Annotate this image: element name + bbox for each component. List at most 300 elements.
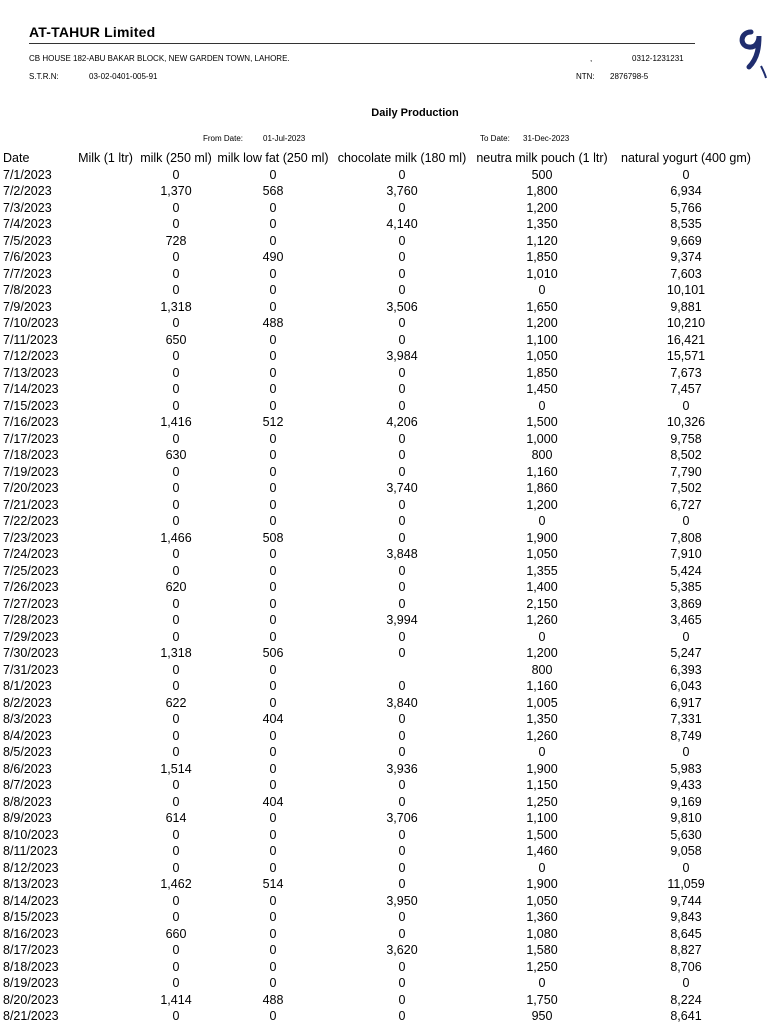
table-cell: 1,250 [526,794,558,809]
table-cell: 5,424 [670,563,702,578]
table-cell: 0 [269,778,277,792]
table-cell: 0 [538,745,546,759]
table-cell: 0 [269,662,277,677]
table-cell: 8/14/2023 [3,893,59,908]
table-row [0,431,760,448]
table-row [0,860,760,877]
table-cell: 0 [269,926,277,941]
table-row [0,678,760,695]
table-cell: 9,744 [670,893,702,908]
table-cell: 0 [269,464,277,479]
table-cell: 0 [172,497,180,512]
table-cell: 620 [165,580,187,594]
from-date-value: 01-Jul-2023 [263,134,306,143]
table-cell [73,975,138,992]
table-cell: 500 [531,167,553,182]
table-cell: 0 [682,745,690,759]
table-cell: 728 [165,233,187,248]
table-cell: 0 [172,778,180,792]
table-row [0,266,760,283]
table-cell: 0 [269,629,277,644]
strn-label: S.T.R.N: [29,72,59,81]
table-cell [73,464,138,481]
table-cell: 0 [172,365,180,380]
table-cell: 1,414 [160,992,192,1007]
table-cell: 8/12/2023 [3,860,59,875]
table-cell: 3,869 [670,596,702,611]
table-cell: 0 [398,448,406,462]
table-cell [73,761,138,778]
table-cell: 0 [269,695,277,710]
table-cell: 7,603 [670,266,702,281]
table-cell: 0 [269,596,277,611]
table-row [0,761,760,778]
table-cell: 7/2/2023 [3,184,52,198]
table-cell: 0 [398,712,406,726]
table-cell [73,167,138,184]
table-cell: 622 [165,695,187,710]
table-cell: 0 [398,926,406,941]
production-table [0,150,760,1025]
column-header-chocolate-milk: chocolate milk (180 ml) [337,151,467,165]
table-cell: 0 [269,745,277,759]
table-cell: 6,727 [670,497,702,512]
table-cell: 0 [682,629,690,644]
table-cell: 0 [269,679,277,693]
table-cell [73,249,138,266]
table-cell: 488 [262,992,284,1007]
table-cell: 8/19/2023 [3,976,59,990]
table-cell: 0 [538,629,546,644]
to-date-value: 31-Dec-2023 [523,134,570,143]
table-row [0,299,760,316]
table-cell: 800 [531,448,553,462]
table-cell: 1,450 [526,382,558,396]
table-cell: 0 [398,646,406,660]
table-cell: 0 [398,745,406,759]
table-cell: 8/13/2023 [3,877,59,891]
table-row [0,744,760,761]
column-header-date: Date [3,151,30,165]
table-cell: 3,465 [670,613,702,627]
table-cell: 7/23/2023 [3,530,59,545]
table-cell: 0 [398,794,406,809]
table-cell: 1,460 [526,844,558,858]
table-cell: 7/1/2023 [3,167,52,182]
table-cell: 1,200 [526,497,558,512]
table-cell: 1,050 [526,349,558,363]
table-row [0,662,760,679]
table-cell: 10,326 [666,415,706,429]
table-cell: 7/18/2023 [3,448,59,462]
table-cell [73,266,138,283]
table-cell: 0 [172,481,180,495]
table-row [0,530,760,547]
table-cell: 0 [398,679,406,693]
table-cell: 0 [398,464,406,479]
table-cell [73,332,138,349]
table-cell: 8,502 [670,448,702,462]
table-cell: 1,900 [526,761,558,776]
table-cell: 9,810 [670,811,702,825]
table-cell: 9,058 [670,844,702,858]
column-header-milk-1ltr: Milk (1 ltr) [78,151,133,165]
table-cell: 1,750 [526,992,558,1007]
table-row [0,464,760,481]
table-row [0,497,760,514]
table-cell: 0 [172,563,180,578]
table-cell: 7,808 [670,530,702,545]
table-cell: 0 [538,860,546,875]
table-cell: 0 [269,1009,277,1023]
table-cell: 0 [172,613,180,627]
table-cell: 0 [172,745,180,759]
table-cell: 1,010 [526,266,558,281]
table-cell: 0 [172,200,180,215]
column-header-milk-250ml: milk (250 ml) [140,151,212,165]
table-cell: 8,645 [670,926,702,941]
table-row [0,579,760,596]
table-cell [73,381,138,398]
table-cell: 7/28/2023 [3,613,59,627]
table-cell: 0 [398,596,406,611]
table-cell: 1,260 [526,613,558,627]
table-cell: 7/4/2023 [3,217,52,231]
table-cell: 7/26/2023 [3,580,59,594]
table-cell: 0 [269,959,277,974]
company-name: AT-TAHUR Limited [29,24,156,40]
table-cell: 1,580 [526,943,558,957]
table-cell: 650 [165,332,187,347]
table-cell [73,678,138,695]
table-cell: 0 [269,299,277,314]
table-cell: 1,462 [160,877,192,891]
table-cell: 7/25/2023 [3,563,59,578]
table-cell: 0 [172,349,180,363]
table-cell: 3,994 [386,613,418,627]
table-row [0,563,760,580]
table-row [0,810,760,827]
table-cell: 7,502 [670,481,702,495]
table-cell: 7/5/2023 [3,233,52,248]
table-cell: 8,827 [670,943,702,957]
address-label: CB HOUSE [29,54,71,63]
table-cell: 660 [165,926,187,941]
table-cell: 0 [538,514,546,528]
table-row [0,332,760,349]
table-cell [73,695,138,712]
table-cell: 1,860 [526,481,558,495]
table-cell: 8/11/2023 [3,844,58,858]
table-cell: 0 [269,547,277,561]
table-cell: 8/4/2023 [3,728,52,743]
table-cell: 0 [398,200,406,215]
table-cell: 0 [172,217,180,231]
table-cell: 5,983 [670,761,702,776]
table-cell: 9,374 [670,250,702,264]
table-cell: 0 [269,893,277,908]
table-cell: 0 [398,167,406,182]
table-cell: 0 [269,481,277,495]
table-cell: 3,936 [386,761,418,776]
table-cell: 1,350 [526,217,558,231]
table-cell: 0 [398,283,406,297]
table-cell [73,216,138,233]
table-cell: 10,101 [666,283,706,297]
table-cell: 7/3/2023 [3,200,52,215]
table-cell [332,662,472,679]
table-cell [73,810,138,827]
table-cell: 8/18/2023 [3,959,59,974]
table-cell: 8/21/2023 [3,1009,59,1023]
table-cell: 1,200 [526,646,558,660]
table-cell: 7/14/2023 [3,382,59,396]
table-cell: 1,150 [526,778,558,792]
table-cell: 0 [269,365,277,380]
table-cell: 0 [398,250,406,264]
table-cell: 8,706 [670,959,702,974]
table-cell: 950 [531,1009,553,1023]
table-cell: 6,934 [670,184,702,198]
table-cell: 0 [398,728,406,743]
table-cell: 3,840 [386,695,418,710]
table-cell: 9,169 [670,794,702,809]
table-cell [73,777,138,794]
table-cell: 16,421 [666,332,706,347]
table-row [0,381,760,398]
table-cell: 1,100 [526,811,558,825]
table-cell [73,348,138,365]
table-cell: 8,749 [670,728,702,743]
table-cell: 0 [682,167,690,182]
table-row [0,777,760,794]
table-cell: 0 [172,1009,180,1023]
table-cell: 614 [165,811,187,825]
table-cell: 3,848 [386,547,418,561]
table-cell: 0 [269,382,277,396]
table-cell: 1,000 [526,431,558,446]
table-cell: 0 [538,398,546,413]
table-cell: 0 [172,827,180,842]
table-cell [73,431,138,448]
table-header-row [0,150,760,167]
table-row [0,513,760,530]
table-cell: 0 [172,959,180,974]
table-cell: 0 [682,976,690,990]
table-cell: 4,140 [386,217,418,231]
table-cell: 7/9/2023 [3,299,52,314]
table-cell: 3,706 [386,811,418,825]
table-cell [73,497,138,514]
company-logo [736,22,768,82]
table-cell: 0 [269,811,277,825]
table-cell: 8/8/2023 [3,794,52,809]
table-cell [73,1008,138,1025]
table-cell: 0 [398,514,406,528]
table-cell: 0 [172,167,180,182]
table-cell: 0 [172,844,180,858]
table-cell: 0 [269,349,277,363]
table-cell: 508 [262,530,284,545]
table-cell: 404 [262,794,284,809]
ntn-label: NTN: [576,72,595,81]
table-cell: 1,416 [160,415,192,429]
table-cell: 1,350 [526,712,558,726]
table-cell: 6,043 [670,679,702,693]
table-row [0,959,760,976]
table-row [0,909,760,926]
table-cell: 512 [262,415,284,429]
table-cell: 0 [269,514,277,528]
table-cell: 490 [262,250,284,264]
table-cell: 4,206 [386,415,418,429]
table-cell: 7/11/2023 [3,332,58,347]
table-cell: 7/21/2023 [3,497,59,512]
table-cell: 7/19/2023 [3,464,59,479]
table-cell: 15,571 [666,349,706,363]
table-cell: 8/17/2023 [3,943,59,957]
column-header-natural-yogurt: natural yogurt (400 gm) [621,151,751,165]
table-row [0,315,760,332]
table-row [0,447,760,464]
table-cell [73,596,138,613]
table-cell: 7,910 [670,547,702,561]
table-row [0,645,760,662]
table-cell: 0 [269,563,277,578]
table-cell: 0 [398,332,406,347]
table-cell: 0 [269,266,277,281]
table-cell: 1,355 [526,563,558,578]
header-comma: , [590,54,593,63]
table-cell: 1,400 [526,580,558,594]
table-row [0,992,760,1009]
table-cell: 7,331 [670,712,702,726]
table-cell [73,893,138,910]
table-cell: 3,506 [386,299,418,314]
table-cell: 7/17/2023 [3,431,59,446]
table-cell [73,860,138,877]
table-cell: 7/27/2023 [3,596,59,611]
table-cell [73,711,138,728]
table-cell [73,513,138,530]
phone-number: 0312-1231231 [632,54,684,63]
table-row [0,282,760,299]
table-cell: 9,669 [670,233,702,248]
table-cell: 0 [398,992,406,1007]
table-cell: 0 [398,497,406,512]
table-cell: 404 [262,712,284,726]
table-cell: 7,790 [670,464,702,479]
table-row [0,1008,760,1025]
table-row [0,398,760,415]
table-cell: 0 [398,976,406,990]
table-cell: 8,535 [670,217,702,231]
table-cell: 7/24/2023 [3,547,59,561]
table-cell: 0 [172,943,180,957]
table-cell: 8/20/2023 [3,992,59,1007]
table-cell: 0 [269,910,277,924]
table-cell: 0 [172,910,180,924]
table-cell: 0 [398,844,406,858]
table-cell: 7/31/2023 [3,662,59,677]
table-cell: 1,850 [526,365,558,380]
table-cell: 0 [269,943,277,957]
table-cell: 0 [398,1009,406,1023]
table-cell [73,827,138,844]
table-cell: 0 [172,431,180,446]
table-row [0,926,760,943]
table-row [0,200,760,217]
header-rule [29,43,695,44]
table-cell: 0 [398,877,406,891]
table-cell: 0 [398,266,406,281]
table-cell: 0 [269,580,277,594]
from-date-label: From Date: [203,134,244,143]
table-cell: 0 [269,613,277,627]
table-cell: 5,630 [670,827,702,842]
table-cell: 0 [398,365,406,380]
table-cell: 7,673 [670,365,702,380]
table-cell: 1,360 [526,910,558,924]
table-cell: 800 [531,662,553,677]
table-cell: 0 [172,893,180,908]
table-row [0,893,760,910]
table-cell: 0 [172,976,180,990]
table-cell: 0 [398,778,406,792]
table-cell [73,530,138,547]
table-cell: 1,650 [526,299,558,314]
table-cell: 1,200 [526,200,558,215]
ntn-number: 2876798-5 [610,72,649,81]
table-cell: 630 [165,448,187,462]
table-cell: 5,385 [670,580,702,594]
table-cell: 1,080 [526,926,558,941]
table-cell: 0 [172,514,180,528]
to-date-label: To Date: [480,134,510,143]
table-row [0,942,760,959]
column-header-neutra-milk-pouch: neutra milk pouch (1 ltr) [476,151,608,165]
table-row [0,167,760,184]
table-cell: 1,850 [526,250,558,264]
table-cell [73,315,138,332]
table-cell: 3,740 [386,481,418,495]
table-cell: 1,120 [526,233,558,248]
table-cell: 7,457 [670,382,702,396]
table-cell: 1,500 [526,415,558,429]
table-cell: 8/1/2023 [3,679,52,693]
table-cell [73,579,138,596]
table-cell: 0 [172,398,180,413]
table-cell: 6,393 [670,662,702,677]
table-cell: 8/9/2023 [3,811,52,825]
table-cell: 1,466 [160,530,192,545]
table-row [0,711,760,728]
table-row [0,827,760,844]
address-text: 182-ABU BAKAR BLOCK, NEW GARDEN TOWN, LAHORE. [73,54,290,63]
table-cell [73,299,138,316]
table-row [0,794,760,811]
table-row [0,843,760,860]
table-cell: 3,950 [386,893,418,908]
table-cell: 6,917 [670,695,702,710]
table-cell: 0 [682,398,690,413]
table-cell [73,365,138,382]
table-cell: 0 [398,431,406,446]
table-cell: 7/13/2023 [3,365,59,380]
table-cell: 0 [398,233,406,248]
table-cell [73,662,138,679]
table-cell: 0 [269,233,277,248]
